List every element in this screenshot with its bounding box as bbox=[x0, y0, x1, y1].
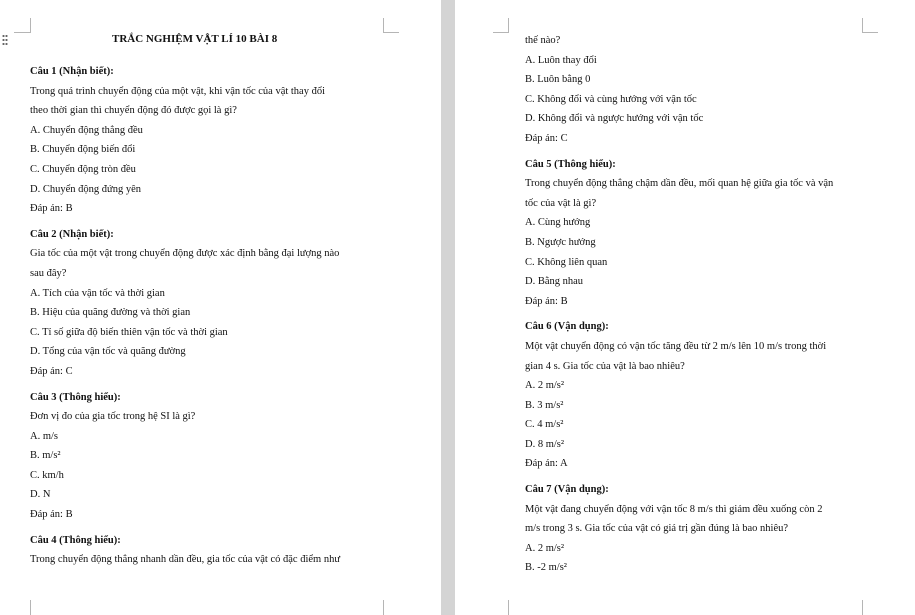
text-line: B. Chuyển động biến đổi bbox=[30, 144, 136, 156]
text-line: gian 4 s. Gia tốc của vật là bao nhiêu? bbox=[525, 360, 685, 372]
text-line: C. Không đổi và cùng hướng với vận tốc bbox=[525, 93, 697, 105]
question-heading: Câu 3 (Thông hiểu): bbox=[30, 391, 121, 403]
page-title: TRẮC NGHIỆM VẬT LÍ 10 BÀI 8 bbox=[112, 33, 278, 45]
text-line: D. Không đổi và ngược hướng với vận tốc bbox=[525, 113, 704, 125]
crop-mark-top-right-h bbox=[862, 32, 878, 33]
text-line: B. Luôn bằng 0 bbox=[525, 74, 591, 86]
crop-mark-bottom-left bbox=[30, 600, 31, 615]
crop-mark-top-right bbox=[383, 32, 399, 33]
question-heading: Câu 7 (Vận dụng): bbox=[525, 484, 609, 496]
document-page-left bbox=[0, 0, 441, 615]
right-page-body bbox=[525, 31, 833, 578]
crop-mark-top-left bbox=[14, 32, 30, 33]
crop-mark-bottom-left bbox=[508, 600, 509, 615]
crop-mark-top-left bbox=[508, 18, 509, 33]
move-handle-icon[interactable] bbox=[2, 34, 8, 46]
crop-mark-top-left-h bbox=[493, 32, 509, 33]
document-page-right bbox=[455, 0, 915, 615]
text-line: D. N bbox=[30, 489, 51, 501]
text-line: Trong chuyển động thẳng nhanh dần đều, gia tốc của vật có đặc điểm như bbox=[30, 554, 341, 566]
left-page-body bbox=[30, 62, 340, 570]
text-line: A. m/s bbox=[30, 430, 59, 442]
text-line: C. Chuyển động tròn đều bbox=[30, 163, 136, 175]
text-line: C. km/h bbox=[30, 469, 64, 481]
crop-mark-top-right-v bbox=[383, 18, 384, 33]
text-line: Gia tốc của một vật trong chuyển động được xác định bằng đại lượng nào bbox=[30, 248, 340, 260]
crop-mark-bottom-right bbox=[383, 600, 384, 615]
text-line: tốc của vật là gì? bbox=[525, 197, 597, 209]
text-line: Trong quá trình chuyển động của một vật, khi vận tốc của vật thay đổi bbox=[30, 85, 326, 97]
text-line: Đáp án: C bbox=[30, 365, 73, 377]
text-line: Một vật đang chuyển động với vận tốc 8 m/s thì giảm đều xuống còn 2 bbox=[525, 503, 823, 515]
question-heading: Câu 4 (Thông hiểu): bbox=[30, 534, 121, 546]
text-line: C. 4 m/s² bbox=[525, 419, 564, 431]
text-line: B. 3 m/s² bbox=[525, 399, 564, 411]
text-line: A. Tích của vận tốc và thời gian bbox=[30, 287, 165, 299]
text-line: A. 2 m/s² bbox=[525, 380, 565, 392]
text-line: D. Chuyển động đứng yên bbox=[30, 183, 141, 195]
text-line: Đơn vị đo của gia tốc trong hệ SI là gì? bbox=[30, 411, 196, 423]
crop-mark-top-left-v bbox=[30, 18, 31, 33]
text-line: Đáp án: A bbox=[525, 458, 568, 470]
text-line: A. Cùng hướng bbox=[525, 217, 591, 229]
text-line: Trong chuyển động thẳng chậm dần đều, mối quan hệ giữa gia tốc và vận bbox=[525, 178, 834, 190]
question-heading: Câu 6 (Vận dụng): bbox=[525, 321, 609, 333]
question-heading: Câu 5 (Thông hiểu): bbox=[525, 158, 616, 170]
text-line: Một vật chuyển động có vận tốc tăng đều từ 2 m/s lên 10 m/s trong thời bbox=[525, 340, 827, 352]
text-line: theo thời gian thì chuyển động đó được gọi là gì? bbox=[30, 105, 237, 117]
text-line: A. Chuyển động thẳng đều bbox=[30, 124, 143, 136]
question-heading: Câu 2 (Nhận biết): bbox=[30, 228, 114, 240]
crop-mark-top-right bbox=[862, 18, 863, 33]
text-line: Đáp án: B bbox=[30, 203, 73, 215]
text-line: B. -2 m/s² bbox=[525, 562, 567, 574]
text-line: sau đây? bbox=[30, 267, 67, 279]
text-line: Đáp án: B bbox=[525, 295, 568, 307]
text-line: A. Luôn thay đổi bbox=[525, 54, 597, 66]
text-line: D. 8 m/s² bbox=[525, 438, 565, 450]
text-line: D. Tổng của vận tốc và quãng đường bbox=[30, 346, 186, 358]
text-line: C. Không liên quan bbox=[525, 256, 608, 268]
text-line: m/s trong 3 s. Gia tốc của vật có giá trị gần đúng là bao nhiêu? bbox=[525, 523, 789, 535]
text-line: D. Bằng nhau bbox=[525, 276, 584, 288]
text-line: C. Tỉ số giữa độ biến thiên vận tốc và thời gian bbox=[30, 326, 228, 338]
question-heading: Câu 1 (Nhận biết): bbox=[30, 66, 114, 77]
page-gap bbox=[441, 0, 455, 615]
text-line: B. m/s² bbox=[30, 450, 61, 462]
text-line: B. Ngược hướng bbox=[525, 236, 596, 248]
text-line: Đáp án: C bbox=[525, 132, 568, 144]
text-line: B. Hiệu của quãng đường và thời gian bbox=[30, 307, 191, 319]
text-line: A. 2 m/s² bbox=[525, 542, 565, 554]
crop-mark-bottom-right bbox=[862, 600, 863, 615]
text-line: thế nào? bbox=[525, 35, 561, 46]
text-line: Đáp án: B bbox=[30, 509, 73, 521]
